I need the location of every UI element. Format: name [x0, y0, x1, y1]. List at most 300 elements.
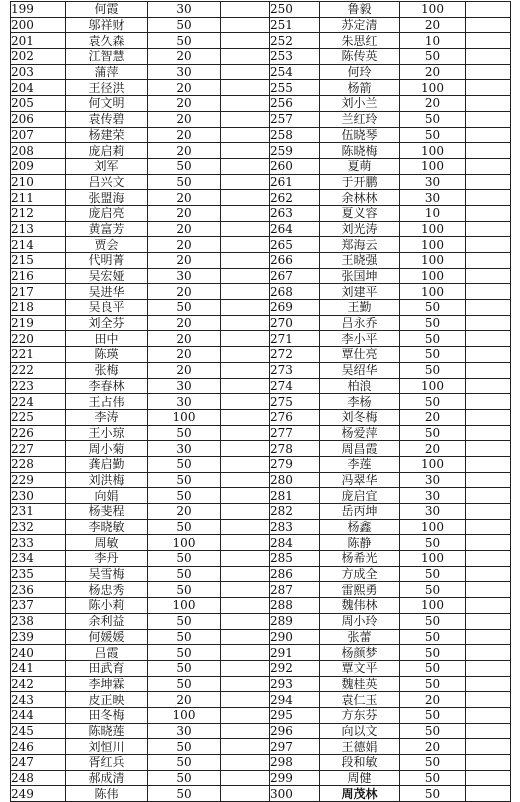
row-number-cell: 205 — [11, 96, 66, 112]
name-cell: 刘洪梅 — [66, 472, 148, 488]
name-cell: 陈晓莲 — [66, 723, 148, 739]
row-number-cell: 240 — [11, 645, 66, 661]
empty-cell — [221, 692, 270, 708]
amount-cell: 50 — [400, 49, 466, 65]
empty-cell — [466, 33, 511, 49]
name-cell: 刘建平 — [320, 284, 400, 300]
amount-cell: 100 — [148, 409, 221, 425]
row-number-cell: 212 — [11, 205, 66, 221]
row-number-cell: 222 — [11, 362, 66, 378]
table-row — [11, 362, 511, 378]
amount-cell: 20 — [400, 739, 466, 755]
amount-cell: 50 — [148, 566, 221, 582]
empty-cell — [221, 598, 270, 614]
name-cell: 兰红玲 — [320, 111, 400, 127]
amount-cell: 50 — [148, 613, 221, 629]
row-number-cell: 228 — [11, 456, 66, 472]
table-row — [11, 143, 511, 159]
empty-cell — [221, 64, 270, 80]
table-row — [11, 692, 511, 708]
row-number-cell: 217 — [11, 284, 66, 300]
empty-cell — [466, 723, 511, 739]
empty-cell — [221, 143, 270, 159]
name-cell: 李坤霖 — [66, 676, 148, 692]
amount-cell: 20 — [148, 253, 221, 269]
name-cell: 吴绍华 — [320, 362, 400, 378]
name-cell: 张国坤 — [320, 268, 400, 284]
empty-cell — [466, 519, 511, 535]
empty-cell — [221, 205, 270, 221]
row-number-cell: 286 — [270, 566, 320, 582]
row-number-cell: 232 — [11, 519, 66, 535]
amount-cell: 20 — [148, 80, 221, 96]
empty-cell — [221, 566, 270, 582]
table-row — [11, 770, 511, 786]
amount-cell: 50 — [148, 739, 221, 755]
name-cell: 张梅 — [66, 362, 148, 378]
row-number-cell: 262 — [270, 190, 320, 206]
amount-cell: 20 — [148, 331, 221, 347]
empty-cell — [466, 441, 511, 457]
table-row — [11, 394, 511, 410]
row-number-cell: 273 — [270, 362, 320, 378]
amount-cell: 20 — [400, 96, 466, 112]
empty-cell — [466, 456, 511, 472]
row-number-cell: 259 — [270, 143, 320, 159]
empty-cell — [221, 786, 270, 802]
amount-cell: 50 — [400, 331, 466, 347]
table-row — [11, 49, 511, 65]
empty-cell — [221, 613, 270, 629]
row-number-cell: 297 — [270, 739, 320, 755]
row-number-cell: 258 — [270, 127, 320, 143]
row-number-cell: 279 — [270, 456, 320, 472]
amount-cell: 100 — [400, 237, 466, 253]
amount-cell: 20 — [148, 284, 221, 300]
table-row — [11, 80, 511, 96]
table-row — [11, 284, 511, 300]
name-cell: 蒲萍 — [66, 64, 148, 80]
row-number-cell: 293 — [270, 676, 320, 692]
row-number-cell: 246 — [11, 739, 66, 755]
empty-cell — [466, 660, 511, 676]
table-row — [11, 347, 511, 363]
amount-cell: 50 — [400, 676, 466, 692]
amount-cell: 50 — [148, 786, 221, 802]
name-cell: 雷熙勇 — [320, 582, 400, 598]
name-cell: 杨希光 — [320, 551, 400, 567]
empty-cell — [221, 96, 270, 112]
name-cell: 庞启宜 — [320, 488, 400, 504]
name-cell: 刘小兰 — [320, 96, 400, 112]
empty-cell — [221, 49, 270, 65]
amount-cell: 30 — [400, 472, 466, 488]
name-cell: 庞启莉 — [66, 143, 148, 159]
row-number-cell: 296 — [270, 723, 320, 739]
empty-cell — [466, 535, 511, 551]
row-number-cell: 278 — [270, 441, 320, 457]
table-row — [11, 127, 511, 143]
empty-cell — [221, 33, 270, 49]
name-cell: 吴雪梅 — [66, 566, 148, 582]
name-cell: 江智慧 — [66, 49, 148, 65]
row-number-cell: 252 — [270, 33, 320, 49]
table-row — [11, 786, 511, 802]
row-number-cell: 238 — [11, 613, 66, 629]
table-row — [11, 425, 511, 441]
name-cell: 陈晓梅 — [320, 143, 400, 159]
name-cell: 周茂林 — [320, 786, 400, 802]
row-number-cell: 235 — [11, 566, 66, 582]
empty-cell — [221, 472, 270, 488]
empty-cell — [466, 472, 511, 488]
empty-cell — [221, 488, 270, 504]
name-cell: 黄富芳 — [66, 221, 148, 237]
table-row — [11, 566, 511, 582]
name-cell: 何玲 — [320, 64, 400, 80]
row-number-cell: 294 — [270, 692, 320, 708]
empty-cell — [221, 676, 270, 692]
name-cell: 周敏 — [66, 535, 148, 551]
table-row — [11, 598, 511, 614]
empty-cell — [466, 143, 511, 159]
amount-cell: 50 — [400, 755, 466, 771]
row-number-cell: 239 — [11, 629, 66, 645]
amount-cell: 50 — [400, 613, 466, 629]
row-number-cell: 245 — [11, 723, 66, 739]
amount-cell: 100 — [400, 519, 466, 535]
row-number-cell: 236 — [11, 582, 66, 598]
row-number-cell: 230 — [11, 488, 66, 504]
empty-cell — [466, 315, 511, 331]
amount-cell: 100 — [400, 456, 466, 472]
empty-cell — [221, 253, 270, 269]
amount-cell: 50 — [400, 566, 466, 582]
name-cell: 张盟海 — [66, 190, 148, 206]
amount-cell: 20 — [148, 315, 221, 331]
name-cell: 郑海云 — [320, 237, 400, 253]
name-cell: 杨箭 — [320, 80, 400, 96]
amount-cell: 50 — [148, 582, 221, 598]
name-cell: 陈伟 — [66, 786, 148, 802]
name-cell: 邬祥财 — [66, 17, 148, 33]
name-cell: 王占伟 — [66, 394, 148, 410]
empty-cell — [466, 582, 511, 598]
row-number-cell: 202 — [11, 49, 66, 65]
row-number-cell: 243 — [11, 692, 66, 708]
name-cell: 刘恒川 — [66, 739, 148, 755]
name-cell: 刘光涛 — [320, 221, 400, 237]
table-row — [11, 300, 511, 316]
amount-cell: 30 — [148, 268, 221, 284]
name-cell: 杨建荣 — [66, 127, 148, 143]
empty-cell — [221, 237, 270, 253]
name-cell: 岳丙坤 — [320, 504, 400, 520]
amount-cell: 100 — [148, 598, 221, 614]
name-cell: 皮正映 — [66, 692, 148, 708]
table-row — [11, 504, 511, 520]
amount-cell: 50 — [400, 770, 466, 786]
empty-cell — [466, 268, 511, 284]
name-cell: 魏桂英 — [320, 676, 400, 692]
name-cell: 李丹 — [66, 551, 148, 567]
name-cell: 李晓敏 — [66, 519, 148, 535]
amount-cell: 20 — [148, 143, 221, 159]
name-cell: 段和敏 — [320, 755, 400, 771]
row-number-cell: 268 — [270, 284, 320, 300]
name-cell: 余利益 — [66, 613, 148, 629]
name-cell: 李莲 — [320, 456, 400, 472]
table-row — [11, 629, 511, 645]
row-number-cell: 285 — [270, 551, 320, 567]
empty-cell — [466, 158, 511, 174]
row-number-cell: 200 — [11, 17, 66, 33]
amount-cell: 50 — [400, 629, 466, 645]
amount-cell: 50 — [400, 394, 466, 410]
table-row — [11, 613, 511, 629]
amount-cell: 100 — [400, 551, 466, 567]
empty-cell — [466, 17, 511, 33]
empty-cell — [466, 2, 511, 18]
row-number-cell: 207 — [11, 127, 66, 143]
row-number-cell: 288 — [270, 598, 320, 614]
amount-cell: 50 — [148, 456, 221, 472]
amount-cell: 50 — [400, 645, 466, 661]
amount-cell: 100 — [400, 253, 466, 269]
table-row — [11, 268, 511, 284]
amount-cell: 50 — [148, 755, 221, 771]
empty-cell — [466, 96, 511, 112]
donation-list-document — [10, 1, 510, 802]
table-row — [11, 739, 511, 755]
table-row — [11, 676, 511, 692]
table-body — [11, 2, 511, 802]
empty-cell — [466, 190, 511, 206]
name-cell: 吴进华 — [66, 284, 148, 300]
amount-cell: 50 — [148, 645, 221, 661]
empty-cell — [466, 378, 511, 394]
row-number-cell: 298 — [270, 755, 320, 771]
table-row — [11, 551, 511, 567]
table-row — [11, 96, 511, 112]
empty-cell — [466, 504, 511, 520]
amount-cell: 30 — [148, 64, 221, 80]
empty-cell — [221, 284, 270, 300]
name-cell: 杨爱萍 — [320, 425, 400, 441]
empty-cell — [466, 692, 511, 708]
name-cell: 伍晓琴 — [320, 127, 400, 143]
empty-cell — [221, 582, 270, 598]
name-cell: 田冬梅 — [66, 707, 148, 723]
row-number-cell: 253 — [270, 49, 320, 65]
table-row — [11, 221, 511, 237]
row-number-cell: 270 — [270, 315, 320, 331]
name-cell: 王晓强 — [320, 253, 400, 269]
empty-cell — [466, 237, 511, 253]
empty-cell — [221, 158, 270, 174]
row-number-cell: 266 — [270, 253, 320, 269]
empty-cell — [466, 205, 511, 221]
name-cell: 郝成清 — [66, 770, 148, 786]
name-cell: 杨颜梦 — [320, 645, 400, 661]
empty-cell — [221, 300, 270, 316]
table-row — [11, 488, 511, 504]
amount-cell: 50 — [400, 425, 466, 441]
row-number-cell: 208 — [11, 143, 66, 159]
name-cell: 魏伟林 — [320, 598, 400, 614]
amount-cell: 20 — [148, 692, 221, 708]
amount-cell: 20 — [148, 237, 221, 253]
empty-cell — [466, 80, 511, 96]
empty-cell — [221, 755, 270, 771]
amount-cell: 30 — [400, 174, 466, 190]
name-cell: 杨鑫 — [320, 519, 400, 535]
name-cell: 吕兴文 — [66, 174, 148, 190]
row-number-cell: 225 — [11, 409, 66, 425]
table-row — [11, 205, 511, 221]
table-row — [11, 174, 511, 190]
amount-cell: 50 — [400, 315, 466, 331]
amount-cell: 20 — [148, 49, 221, 65]
amount-cell: 50 — [148, 629, 221, 645]
row-number-cell: 231 — [11, 504, 66, 520]
empty-cell — [221, 660, 270, 676]
amount-cell: 100 — [400, 158, 466, 174]
name-cell: 袁久森 — [66, 33, 148, 49]
name-cell: 陈小莉 — [66, 598, 148, 614]
amount-cell: 50 — [148, 33, 221, 49]
empty-cell — [221, 394, 270, 410]
row-number-cell: 256 — [270, 96, 320, 112]
name-cell: 何媛媛 — [66, 629, 148, 645]
table-row — [11, 253, 511, 269]
empty-cell — [221, 456, 270, 472]
amount-cell: 20 — [148, 205, 221, 221]
amount-cell: 30 — [400, 488, 466, 504]
name-cell: 杨忠秀 — [66, 582, 148, 598]
empty-cell — [221, 111, 270, 127]
name-cell: 胥红兵 — [66, 755, 148, 771]
row-number-cell: 287 — [270, 582, 320, 598]
row-number-cell: 300 — [270, 786, 320, 802]
row-number-cell: 280 — [270, 472, 320, 488]
row-number-cell: 209 — [11, 158, 66, 174]
name-cell: 代明菁 — [66, 253, 148, 269]
name-cell: 张蕾 — [320, 629, 400, 645]
amount-cell: 50 — [148, 519, 221, 535]
empty-cell — [221, 80, 270, 96]
empty-cell — [466, 111, 511, 127]
empty-cell — [466, 566, 511, 582]
amount-cell: 30 — [148, 441, 221, 457]
table-row — [11, 17, 511, 33]
amount-cell: 20 — [148, 127, 221, 143]
row-number-cell: 275 — [270, 394, 320, 410]
amount-cell: 20 — [148, 190, 221, 206]
row-number-cell: 265 — [270, 237, 320, 253]
row-number-cell: 281 — [270, 488, 320, 504]
amount-cell: 100 — [400, 143, 466, 159]
empty-cell — [466, 786, 511, 802]
row-number-cell: 215 — [11, 253, 66, 269]
row-number-cell: 203 — [11, 64, 66, 80]
amount-cell: 50 — [148, 551, 221, 567]
amount-cell: 50 — [148, 660, 221, 676]
name-cell: 袁传碧 — [66, 111, 148, 127]
amount-cell: 50 — [148, 676, 221, 692]
table-row — [11, 456, 511, 472]
name-cell: 李小平 — [320, 331, 400, 347]
row-number-cell: 289 — [270, 613, 320, 629]
empty-cell — [466, 253, 511, 269]
row-number-cell: 241 — [11, 660, 66, 676]
amount-cell: 30 — [400, 504, 466, 520]
name-cell: 夏义容 — [320, 205, 400, 221]
table-row — [11, 64, 511, 80]
amount-cell: 20 — [148, 111, 221, 127]
amount-cell: 50 — [400, 347, 466, 363]
row-number-cell: 274 — [270, 378, 320, 394]
row-number-cell: 220 — [11, 331, 66, 347]
empty-cell — [221, 739, 270, 755]
table-row — [11, 472, 511, 488]
table-row — [11, 331, 511, 347]
empty-cell — [221, 707, 270, 723]
name-cell: 龚启勤 — [66, 456, 148, 472]
amount-cell: 20 — [400, 17, 466, 33]
empty-cell — [466, 409, 511, 425]
empty-cell — [466, 598, 511, 614]
empty-cell — [466, 629, 511, 645]
amount-cell: 50 — [400, 582, 466, 598]
empty-cell — [466, 488, 511, 504]
table-row — [11, 315, 511, 331]
name-cell: 方成全 — [320, 566, 400, 582]
name-cell: 李杨 — [320, 394, 400, 410]
row-number-cell: 204 — [11, 80, 66, 96]
amount-cell: 10 — [400, 205, 466, 221]
amount-cell: 100 — [400, 2, 466, 18]
name-cell: 覃仕亮 — [320, 347, 400, 363]
table-row — [11, 409, 511, 425]
row-number-cell: 254 — [270, 64, 320, 80]
name-cell: 苏定清 — [320, 17, 400, 33]
amount-cell: 50 — [148, 472, 221, 488]
name-cell: 夏萌 — [320, 158, 400, 174]
row-number-cell: 206 — [11, 111, 66, 127]
table-row — [11, 723, 511, 739]
empty-cell — [221, 629, 270, 645]
amount-cell: 50 — [400, 300, 466, 316]
row-number-cell: 216 — [11, 268, 66, 284]
row-number-cell: 247 — [11, 755, 66, 771]
empty-cell — [466, 645, 511, 661]
amount-cell: 20 — [400, 409, 466, 425]
amount-cell: 50 — [148, 770, 221, 786]
empty-cell — [221, 127, 270, 143]
empty-cell — [221, 770, 270, 786]
name-cell: 方东芬 — [320, 707, 400, 723]
amount-cell: 20 — [400, 692, 466, 708]
name-cell: 王径洪 — [66, 80, 148, 96]
empty-cell — [466, 64, 511, 80]
amount-cell: 100 — [400, 221, 466, 237]
empty-cell — [221, 174, 270, 190]
row-number-cell: 282 — [270, 504, 320, 520]
amount-cell: 30 — [148, 2, 221, 18]
row-number-cell: 199 — [11, 2, 66, 18]
empty-cell — [466, 362, 511, 378]
